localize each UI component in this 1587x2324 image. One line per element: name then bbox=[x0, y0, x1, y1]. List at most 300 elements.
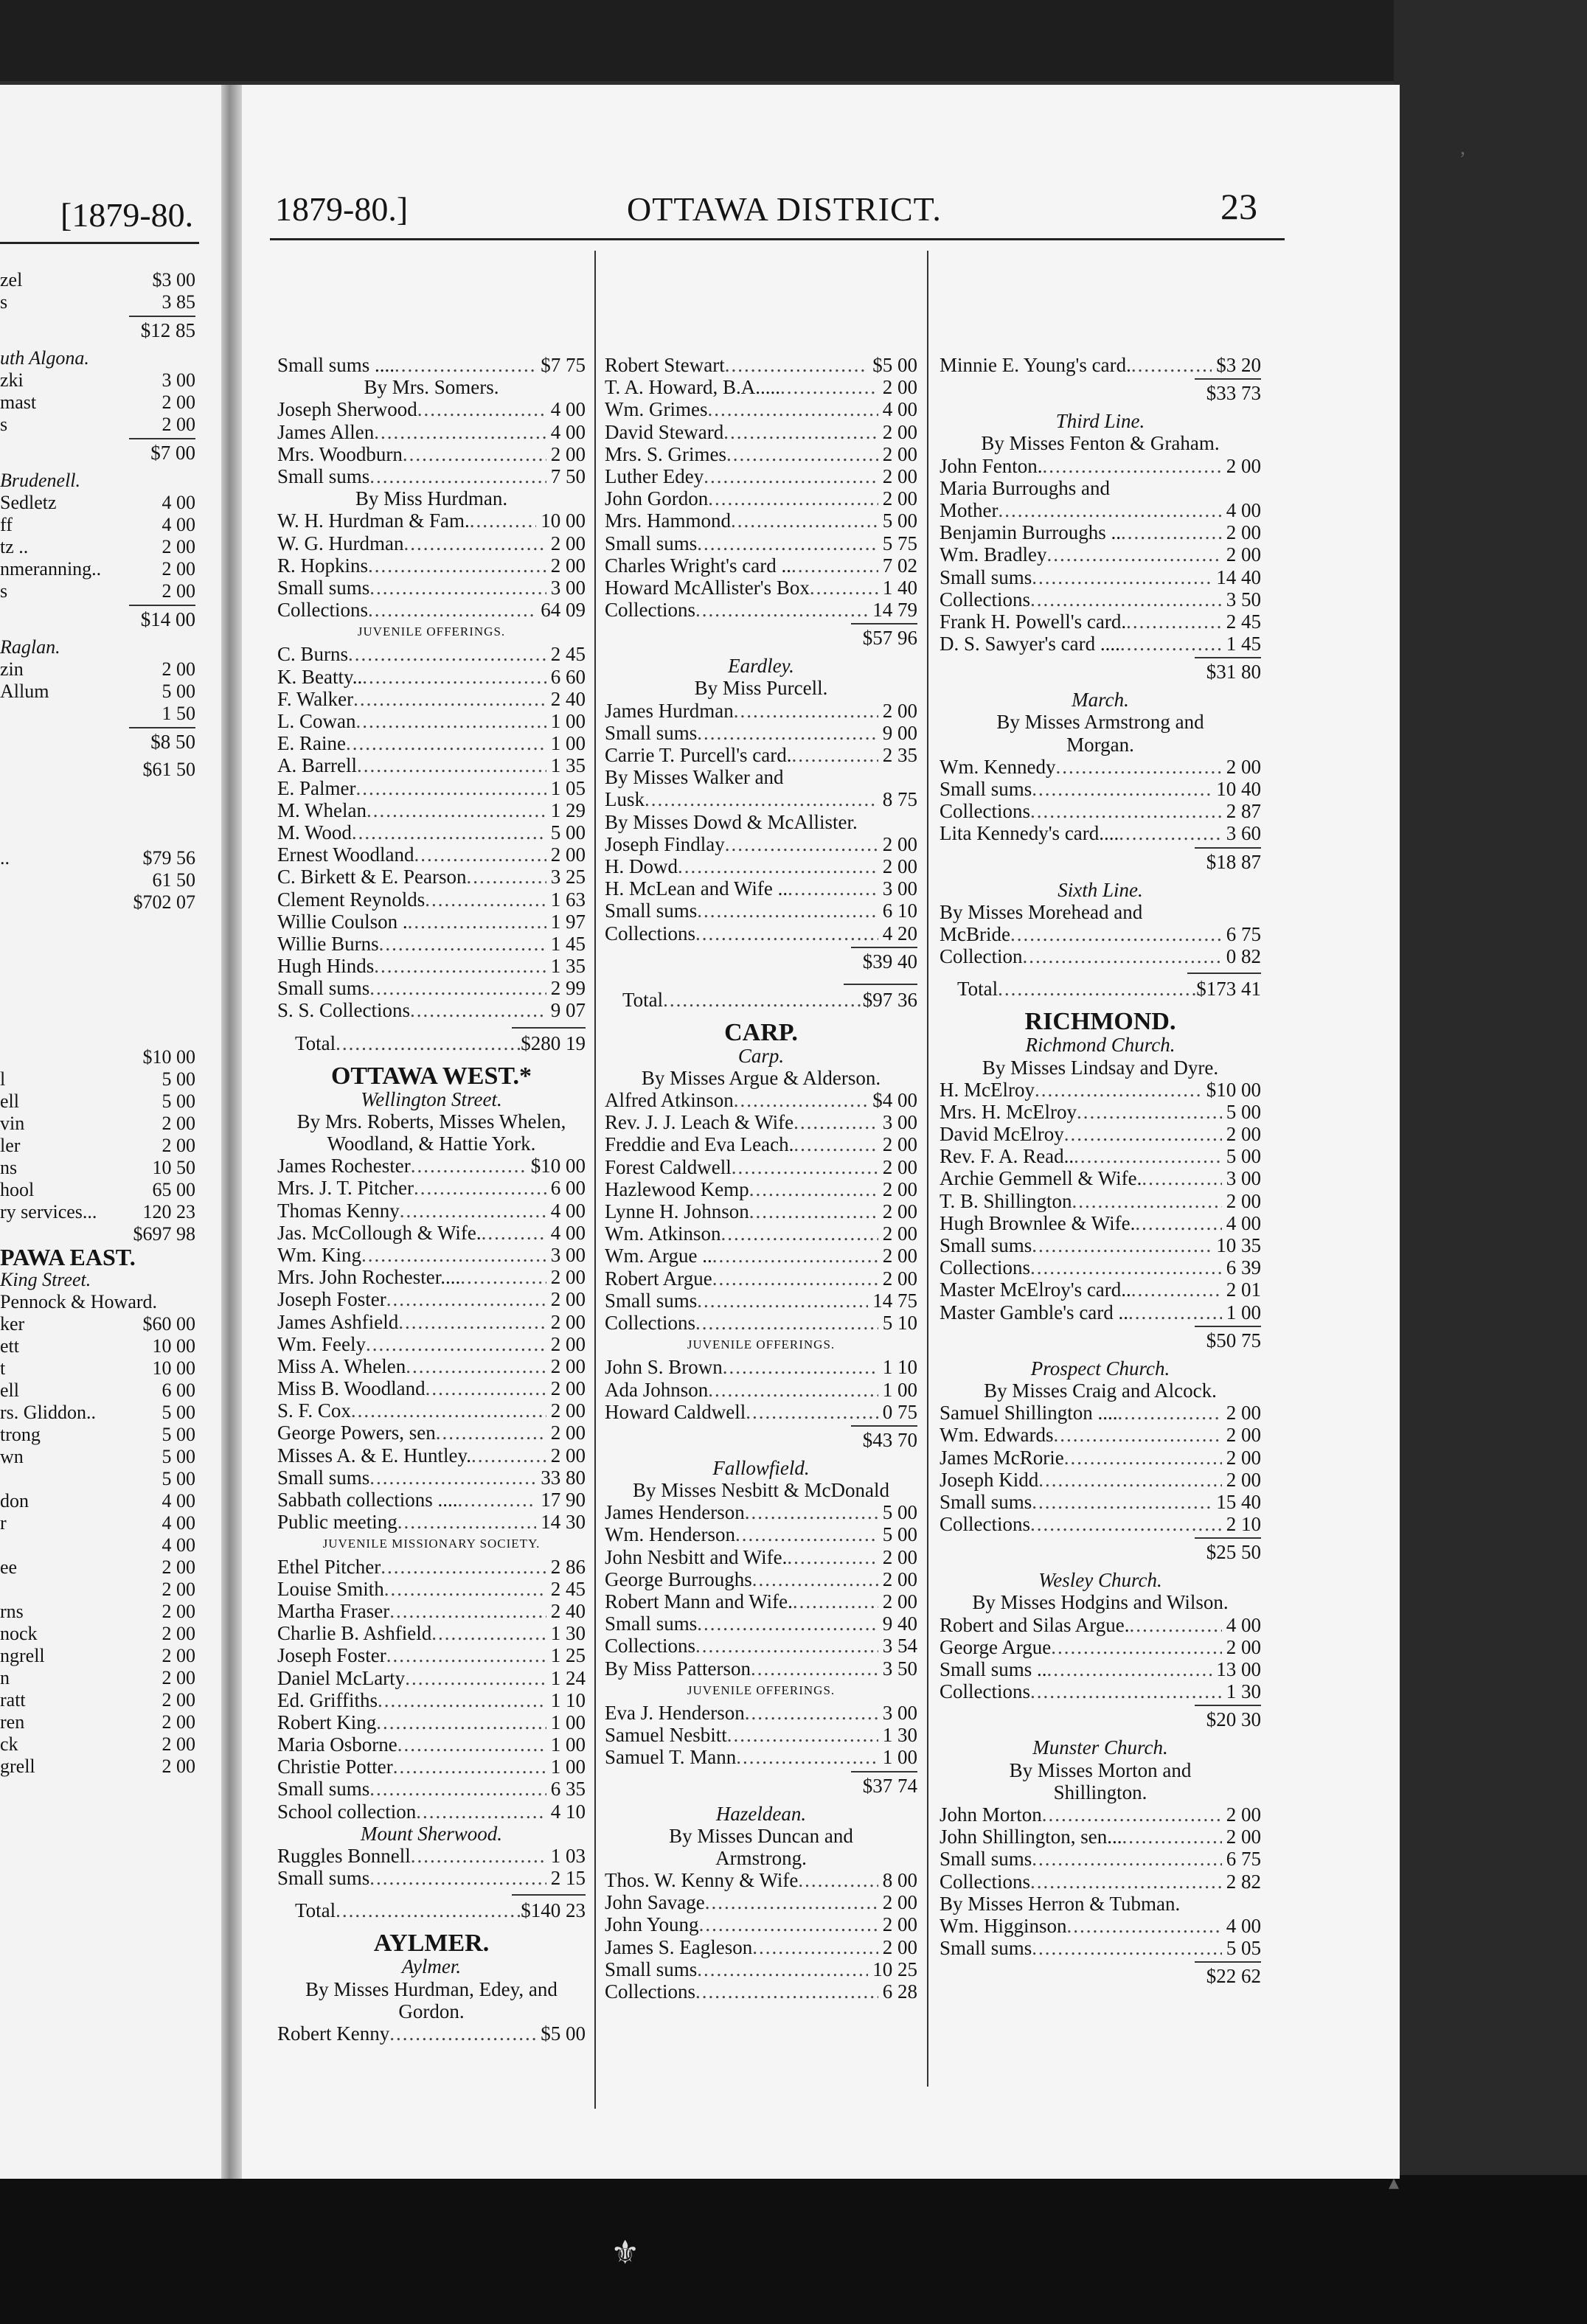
book-gutter bbox=[221, 85, 242, 2179]
entry-amount: 1 00 bbox=[1226, 1301, 1261, 1323]
entry-amount: 1 05 bbox=[550, 776, 586, 799]
church-subheading: Brudenell. bbox=[0, 470, 81, 491]
left-page-header: [1879-80. bbox=[60, 196, 194, 234]
entry-name: S. S. Collections bbox=[277, 999, 411, 1022]
entry-name: ck bbox=[0, 1733, 18, 1755]
circuit-heading: CARP. bbox=[724, 1018, 798, 1046]
entry-amount: 4 00 bbox=[550, 1199, 586, 1222]
entry-name: Benjamin Burroughs .. bbox=[940, 521, 1121, 544]
entry-name: Small sums .... bbox=[277, 354, 395, 376]
entry-name: Charles Wright's card .. bbox=[605, 554, 791, 577]
entry-amount: 9 00 bbox=[882, 721, 917, 744]
scan-bottom-border bbox=[0, 2175, 1587, 2324]
church-subheading: Wellington Street. bbox=[361, 1088, 502, 1110]
dot-leader bbox=[379, 933, 546, 955]
collector-line: By Misses Fenton & Graham. bbox=[981, 432, 1220, 455]
entry-amount: 4 00 bbox=[1226, 1211, 1261, 1234]
ledger-entry bbox=[605, 1089, 917, 1111]
entry-amount: 8 00 bbox=[882, 1869, 917, 1892]
ledger-entry bbox=[605, 788, 917, 810]
ledger-entry bbox=[605, 1312, 917, 1334]
entry-amount: 1 00 bbox=[550, 1711, 586, 1733]
dot-leader bbox=[708, 1379, 878, 1401]
entry-amount: 3 85 bbox=[162, 291, 195, 313]
entry-name: Wm. Kennedy bbox=[940, 755, 1056, 778]
collector-line: By Misses Duncan and bbox=[669, 1824, 853, 1847]
dot-leader bbox=[732, 1156, 878, 1178]
entry-name: zin bbox=[0, 658, 24, 680]
entry-amount: 1 00 bbox=[550, 1733, 586, 1756]
entry-amount: 6 39 bbox=[1226, 1256, 1261, 1279]
dot-leader bbox=[384, 1578, 546, 1600]
subtotal: $12 85 bbox=[0, 313, 195, 347]
ledger-entry bbox=[0, 1313, 195, 1335]
ledger-entry bbox=[0, 1135, 195, 1157]
entry-amount: 2 00 bbox=[550, 1354, 586, 1377]
dot-leader bbox=[1032, 778, 1212, 800]
entry-name: Mrs. J. T. Pitcher bbox=[277, 1177, 414, 1200]
dot-leader bbox=[386, 1644, 546, 1666]
dot-leader bbox=[1119, 822, 1221, 844]
ledger-entry bbox=[605, 532, 917, 554]
ledger-entry bbox=[277, 509, 586, 532]
entry-name: ngrell bbox=[0, 1645, 45, 1666]
entry-amount: 2 00 bbox=[882, 1177, 917, 1200]
entry-amount: 2 00 bbox=[882, 420, 917, 443]
entry-amount: 2 00 bbox=[882, 832, 917, 855]
ledger-entry bbox=[605, 487, 917, 509]
entry-amount: 10 35 bbox=[1216, 1234, 1261, 1256]
entry-amount: 14 30 bbox=[541, 1511, 586, 1534]
dot-leader bbox=[712, 1245, 878, 1267]
entry-amount: 6 75 bbox=[1226, 1848, 1261, 1871]
dot-leader bbox=[798, 1869, 878, 1891]
entry-amount: 1 50 bbox=[162, 703, 195, 724]
ledger-entry bbox=[605, 922, 917, 944]
ledger-entry bbox=[940, 1826, 1261, 1848]
dot-leader bbox=[704, 465, 878, 487]
entry-name: John Young bbox=[605, 1913, 699, 1936]
entry-amount: 2 00 bbox=[162, 558, 195, 580]
ledger-entry bbox=[605, 1200, 917, 1222]
dot-leader bbox=[645, 788, 878, 810]
ledger-entry bbox=[277, 1222, 586, 1244]
dot-leader bbox=[346, 732, 546, 754]
entry-amount: 2 45 bbox=[1226, 610, 1261, 633]
entry-amount: 6 60 bbox=[550, 665, 586, 688]
dot-leader bbox=[411, 1155, 527, 1177]
ledger-entry bbox=[605, 1523, 917, 1545]
entry-name: ns bbox=[0, 1157, 18, 1178]
entry-name: grell bbox=[0, 1756, 35, 1777]
dot-leader bbox=[1121, 521, 1222, 543]
entry-name: Small sums bbox=[277, 1867, 370, 1890]
ledger-entry bbox=[605, 700, 917, 722]
dot-leader bbox=[397, 1511, 537, 1533]
ledger-entry bbox=[940, 543, 1261, 566]
ledger-entry bbox=[0, 1667, 195, 1689]
subtotal: $37 74 bbox=[605, 1769, 917, 1803]
ledger-entry bbox=[277, 1867, 586, 1889]
entry-amount: 10 40 bbox=[1216, 778, 1261, 800]
entry-name: David McElroy bbox=[940, 1123, 1064, 1146]
entry-name: McBride bbox=[940, 922, 1010, 945]
entry-name: George Powers, sen bbox=[277, 1422, 436, 1444]
entry-name: don bbox=[0, 1490, 29, 1511]
entry-name: Mrs. S. Grimes bbox=[605, 442, 727, 465]
dot-leader bbox=[378, 1689, 546, 1711]
entry-amount: 2 40 bbox=[550, 1599, 586, 1622]
entry-amount: 2 00 bbox=[1226, 543, 1261, 566]
dot-leader bbox=[367, 799, 546, 821]
dot-leader bbox=[794, 1133, 878, 1155]
entry-name: Collections bbox=[940, 588, 1030, 610]
ledger-entry bbox=[277, 955, 586, 977]
ledger-entry bbox=[940, 778, 1261, 800]
vertical-gap bbox=[0, 781, 195, 847]
total-amount: $280 19 bbox=[521, 1031, 586, 1054]
entry-amount: 9 07 bbox=[550, 999, 586, 1022]
total-row bbox=[605, 989, 917, 1011]
vertical-gap bbox=[0, 914, 195, 1046]
dot-leader bbox=[734, 1089, 869, 1111]
entry-name: D. S. Sawyer's card .... bbox=[940, 633, 1120, 655]
entry-amount: 61 50 bbox=[152, 869, 195, 891]
dot-leader bbox=[749, 1178, 878, 1200]
scan-right-border bbox=[1394, 0, 1587, 2324]
entry-name: Collections bbox=[605, 599, 695, 622]
dot-leader bbox=[368, 554, 546, 577]
ledger-entry bbox=[0, 1380, 195, 1402]
entry-amount: 2 00 bbox=[162, 1667, 195, 1688]
ledger-entry bbox=[940, 633, 1261, 655]
ledger-entry bbox=[605, 554, 917, 577]
entry-name: Martha Fraser bbox=[277, 1599, 390, 1622]
ledger-entry bbox=[940, 945, 1261, 967]
page-number: 23 bbox=[1220, 186, 1257, 227]
ledger-entry bbox=[277, 1422, 586, 1444]
dot-leader bbox=[697, 722, 878, 744]
entry-name: Collection bbox=[940, 945, 1023, 968]
entry-name: Hazlewood Kemp bbox=[605, 1177, 749, 1200]
entry-amount: 5 05 bbox=[1226, 1937, 1261, 1960]
entry-name: C. Burns bbox=[277, 643, 349, 666]
entry-amount: 1 35 bbox=[550, 754, 586, 777]
church-subheading: Mount Sherwood. bbox=[361, 1822, 502, 1845]
entry-amount: 2 00 bbox=[550, 1266, 586, 1289]
dot-leader bbox=[411, 1845, 546, 1867]
entry-name: H. McLean and Wife .. bbox=[605, 877, 788, 900]
ledger-entry bbox=[277, 421, 586, 443]
entry-name: Small sums bbox=[940, 778, 1032, 800]
entry-name: E. Raine bbox=[277, 732, 346, 755]
entry-name: Archie Gemmell & Wife. bbox=[940, 1167, 1142, 1190]
entry-amount: 2 00 bbox=[162, 1556, 195, 1578]
entry-amount: 2 00 bbox=[550, 442, 586, 465]
total-row bbox=[277, 1899, 586, 1921]
total-amount: $140 23 bbox=[521, 1899, 586, 1922]
entry-name: Ruggles Bonnell bbox=[277, 1845, 411, 1867]
church-subheading: Sixth Line. bbox=[1058, 878, 1143, 901]
entry-amount: 2 00 bbox=[1226, 755, 1261, 778]
entry-amount: 3 00 bbox=[882, 877, 917, 900]
ledger-entry bbox=[940, 1167, 1261, 1189]
dot-leader bbox=[697, 900, 878, 922]
entry-name: Ethel Pitcher bbox=[277, 1555, 381, 1578]
entry-name: hool bbox=[0, 1179, 35, 1200]
dot-leader bbox=[1122, 1826, 1222, 1848]
dot-leader bbox=[374, 421, 546, 443]
ledger-entry bbox=[605, 833, 917, 855]
ledger-entry bbox=[277, 688, 586, 710]
entry-amount: $61 50 bbox=[142, 759, 195, 780]
church-subheading: Fallowfield. bbox=[712, 1456, 810, 1479]
ledger-entry bbox=[0, 369, 195, 392]
ledger-entry bbox=[0, 1446, 195, 1468]
entry-name: ee bbox=[0, 1556, 18, 1578]
entry-amount: 4 20 bbox=[882, 922, 917, 944]
ledger-entry bbox=[605, 722, 917, 744]
entry-name: Luther Edey bbox=[605, 465, 704, 487]
entry-name: ry services... bbox=[0, 1201, 97, 1222]
ledger-entry bbox=[277, 599, 586, 621]
entry-amount: 5 00 bbox=[550, 821, 586, 843]
entry-name: L. Cowan bbox=[277, 710, 356, 732]
entry-name: John Shillington, sen... bbox=[940, 1826, 1122, 1848]
ledger-entry bbox=[940, 1301, 1261, 1323]
dot-leader bbox=[1032, 1848, 1221, 1870]
entry-amount: 2 00 bbox=[882, 1155, 917, 1178]
dot-leader bbox=[393, 1756, 546, 1778]
entry-name: A. Barrell bbox=[277, 754, 357, 777]
entry-name: Louise Smith bbox=[277, 1577, 384, 1600]
entry-amount: 3 50 bbox=[882, 1657, 917, 1680]
ledger-entry bbox=[277, 577, 586, 599]
entry-name: Hugh Brownlee & Wife. bbox=[940, 1211, 1136, 1234]
entry-name: Pennock & Howard. bbox=[0, 1291, 158, 1312]
dot-leader bbox=[726, 443, 878, 465]
entry-name: John Gordon bbox=[605, 487, 709, 510]
ledger-entry bbox=[0, 1157, 195, 1179]
entry-name: Thomas Kenny bbox=[277, 1199, 400, 1222]
dot-leader bbox=[1131, 354, 1212, 376]
ledger-entry bbox=[605, 1746, 917, 1768]
dot-leader bbox=[1077, 1101, 1222, 1123]
dot-leader bbox=[1030, 800, 1222, 822]
entry-amount: 6 00 bbox=[162, 1380, 195, 1401]
column-3 bbox=[940, 354, 1261, 1993]
dot-leader bbox=[369, 1467, 536, 1489]
dot-leader bbox=[746, 1401, 878, 1423]
entry-amount: 3 60 bbox=[1226, 822, 1261, 845]
ledger-entry bbox=[940, 1491, 1261, 1513]
dot-leader bbox=[1064, 1447, 1222, 1469]
ledger-entry bbox=[0, 558, 195, 580]
entry-name: zel bbox=[0, 269, 23, 290]
entry-name: James McRorie bbox=[940, 1446, 1064, 1469]
dot-leader bbox=[1010, 923, 1222, 945]
entry-amount: 2 40 bbox=[550, 687, 586, 710]
dot-leader bbox=[353, 688, 546, 710]
subtotal: $22 62 bbox=[940, 1959, 1261, 1993]
entry-amount: 2 00 bbox=[162, 1689, 195, 1711]
entry-name: Mrs. John Rochester.... bbox=[277, 1266, 461, 1289]
entry-amount: 2 00 bbox=[162, 1623, 195, 1644]
subtotal: $18 87 bbox=[940, 845, 1261, 879]
dot-leader bbox=[791, 554, 878, 577]
ledger-entry bbox=[277, 354, 586, 376]
ledger-entry bbox=[940, 1937, 1261, 1959]
dot-leader bbox=[1030, 1871, 1222, 1893]
subtotal: $25 50 bbox=[940, 1535, 1261, 1569]
dot-leader bbox=[1035, 1079, 1202, 1101]
dot-leader bbox=[725, 354, 869, 376]
collector-line: By Misses Armstrong and bbox=[996, 711, 1204, 734]
ledger-entry bbox=[0, 1402, 195, 1424]
entry-name: Small sums bbox=[940, 1490, 1032, 1513]
entry-name: ler bbox=[0, 1135, 21, 1156]
entry-amount: 3 00 bbox=[550, 1243, 586, 1266]
dot-leader bbox=[482, 1222, 546, 1244]
entry-name: Jas. McCollough & Wife. bbox=[277, 1221, 482, 1244]
entry-amount: 1 00 bbox=[550, 1756, 586, 1778]
ledger-entry bbox=[0, 847, 195, 869]
scan-speck-2: ▴ bbox=[1389, 2171, 1400, 2194]
dot-leader bbox=[1030, 588, 1222, 610]
dot-leader bbox=[721, 1222, 878, 1245]
total-row bbox=[940, 978, 1261, 1000]
entry-name: James Henderson bbox=[605, 1501, 745, 1524]
entry-name: S. F. Cox bbox=[277, 1399, 351, 1422]
collector-line: Armstrong. bbox=[715, 1846, 807, 1869]
entry-amount: 2 00 bbox=[162, 658, 195, 680]
entry-amount: 120 23 bbox=[142, 1201, 195, 1222]
subtotal: $57 96 bbox=[605, 621, 917, 655]
ledger-entry bbox=[940, 1234, 1261, 1256]
entry-name: Minnie E. Young's card. bbox=[940, 354, 1131, 376]
ledger-entry bbox=[605, 1156, 917, 1178]
entry-name: E. Palmer bbox=[277, 776, 356, 799]
entry-amount: 2 00 bbox=[1226, 454, 1261, 477]
ledger-entry bbox=[0, 1201, 195, 1223]
entry-name: Howard Caldwell bbox=[605, 1400, 746, 1423]
dot-leader bbox=[1047, 1658, 1212, 1680]
entry-amount: 2 00 bbox=[1226, 1424, 1261, 1447]
scan-speck: , bbox=[1460, 136, 1465, 159]
entry-name: Robert King bbox=[277, 1711, 377, 1733]
dot-leader bbox=[470, 509, 537, 532]
entry-name: Forest Caldwell bbox=[605, 1155, 732, 1178]
dot-leader bbox=[708, 487, 878, 509]
entry-amount: 2 10 bbox=[1226, 1513, 1261, 1536]
ledger-entry bbox=[605, 1869, 917, 1891]
entry-amount: 6 35 bbox=[550, 1778, 586, 1801]
entry-name: Sabbath collections .... bbox=[277, 1489, 458, 1511]
ledger-entry bbox=[0, 514, 195, 536]
total-row bbox=[277, 1032, 586, 1054]
dot-leader bbox=[695, 1312, 878, 1334]
entry-name: Wm. Argue .. bbox=[605, 1245, 712, 1267]
entry-amount: 2 00 bbox=[882, 442, 917, 465]
entry-amount: 2 00 bbox=[882, 1200, 917, 1222]
entry-name: zki bbox=[0, 369, 24, 391]
dot-leader bbox=[368, 599, 536, 621]
entry-name: Thos. W. Kenny & Wife bbox=[605, 1869, 799, 1892]
entry-name: Robert Argue bbox=[605, 1267, 712, 1290]
entry-amount: 2 00 bbox=[550, 1377, 586, 1400]
entry-amount: 2 00 bbox=[162, 1113, 195, 1134]
ledger-entry bbox=[277, 1333, 586, 1355]
ledger-entry bbox=[940, 822, 1261, 844]
dot-leader bbox=[695, 922, 878, 944]
entry-amount: 2 00 bbox=[162, 1756, 195, 1777]
entry-amount: 1 63 bbox=[550, 888, 586, 911]
dot-leader bbox=[1046, 543, 1221, 566]
entry-name: Sedletz bbox=[0, 492, 57, 513]
dot-leader bbox=[699, 1913, 878, 1935]
ledger-entry bbox=[277, 1689, 586, 1711]
ledger-entry bbox=[940, 1278, 1261, 1301]
ledger-entry bbox=[605, 1133, 917, 1155]
entry-amount: 2 00 bbox=[550, 554, 586, 577]
ledger-entry bbox=[0, 492, 195, 514]
ledger-entry bbox=[0, 269, 195, 291]
entry-name: s bbox=[0, 414, 8, 435]
dot-leader bbox=[788, 877, 878, 900]
entry-amount: 4 10 bbox=[550, 1800, 586, 1823]
entry-amount: $60 00 bbox=[142, 1313, 195, 1335]
entry-amount: 10 00 bbox=[541, 509, 586, 532]
subtotal: $33 73 bbox=[940, 376, 1261, 410]
entry-amount: 3 00 bbox=[550, 576, 586, 599]
entry-name: Miss A. Whelen bbox=[277, 1354, 406, 1377]
entry-name: Ed. Griffiths bbox=[277, 1688, 378, 1711]
entry-name: M. Wood bbox=[277, 821, 352, 843]
ledger-entry bbox=[0, 1512, 195, 1534]
entry-amount: 2 00 bbox=[162, 1579, 195, 1600]
ledger-entry bbox=[0, 1579, 195, 1601]
subtotal: $31 80 bbox=[940, 655, 1261, 689]
ledger-entry bbox=[0, 658, 195, 681]
collector-line: Gordon. bbox=[398, 2000, 465, 2022]
entry-amount: 2 00 bbox=[882, 855, 917, 877]
dot-leader bbox=[731, 509, 878, 532]
ledger-entry bbox=[0, 759, 195, 781]
entry-name: Small sums bbox=[605, 900, 698, 922]
dot-leader bbox=[425, 888, 546, 911]
dot-leader bbox=[398, 1311, 546, 1333]
entry-amount: 15 40 bbox=[1216, 1490, 1261, 1513]
collector-line: By Misses Morton and bbox=[1009, 1758, 1192, 1781]
entry-name: Robert Stewart bbox=[605, 354, 725, 376]
ledger-entry bbox=[940, 588, 1261, 610]
dot-leader bbox=[1072, 1190, 1222, 1212]
entry-amount: $5 00 bbox=[872, 354, 917, 376]
ledger-entry bbox=[940, 1658, 1261, 1680]
church-subheading: Eardley. bbox=[728, 655, 794, 678]
ledger-entry bbox=[277, 465, 586, 487]
entry-name: nmeranning.. bbox=[0, 558, 102, 580]
entry-name: John Fenton. bbox=[940, 454, 1043, 477]
dot-leader bbox=[745, 1702, 878, 1724]
entry-name: ker bbox=[0, 1313, 25, 1335]
dot-leader bbox=[752, 1936, 878, 1958]
ledger-entry bbox=[277, 1399, 586, 1422]
dot-leader bbox=[695, 1635, 878, 1657]
dot-leader bbox=[1030, 1680, 1222, 1702]
entry-amount: 2 00 bbox=[162, 580, 195, 602]
ledger-entry bbox=[277, 398, 586, 420]
